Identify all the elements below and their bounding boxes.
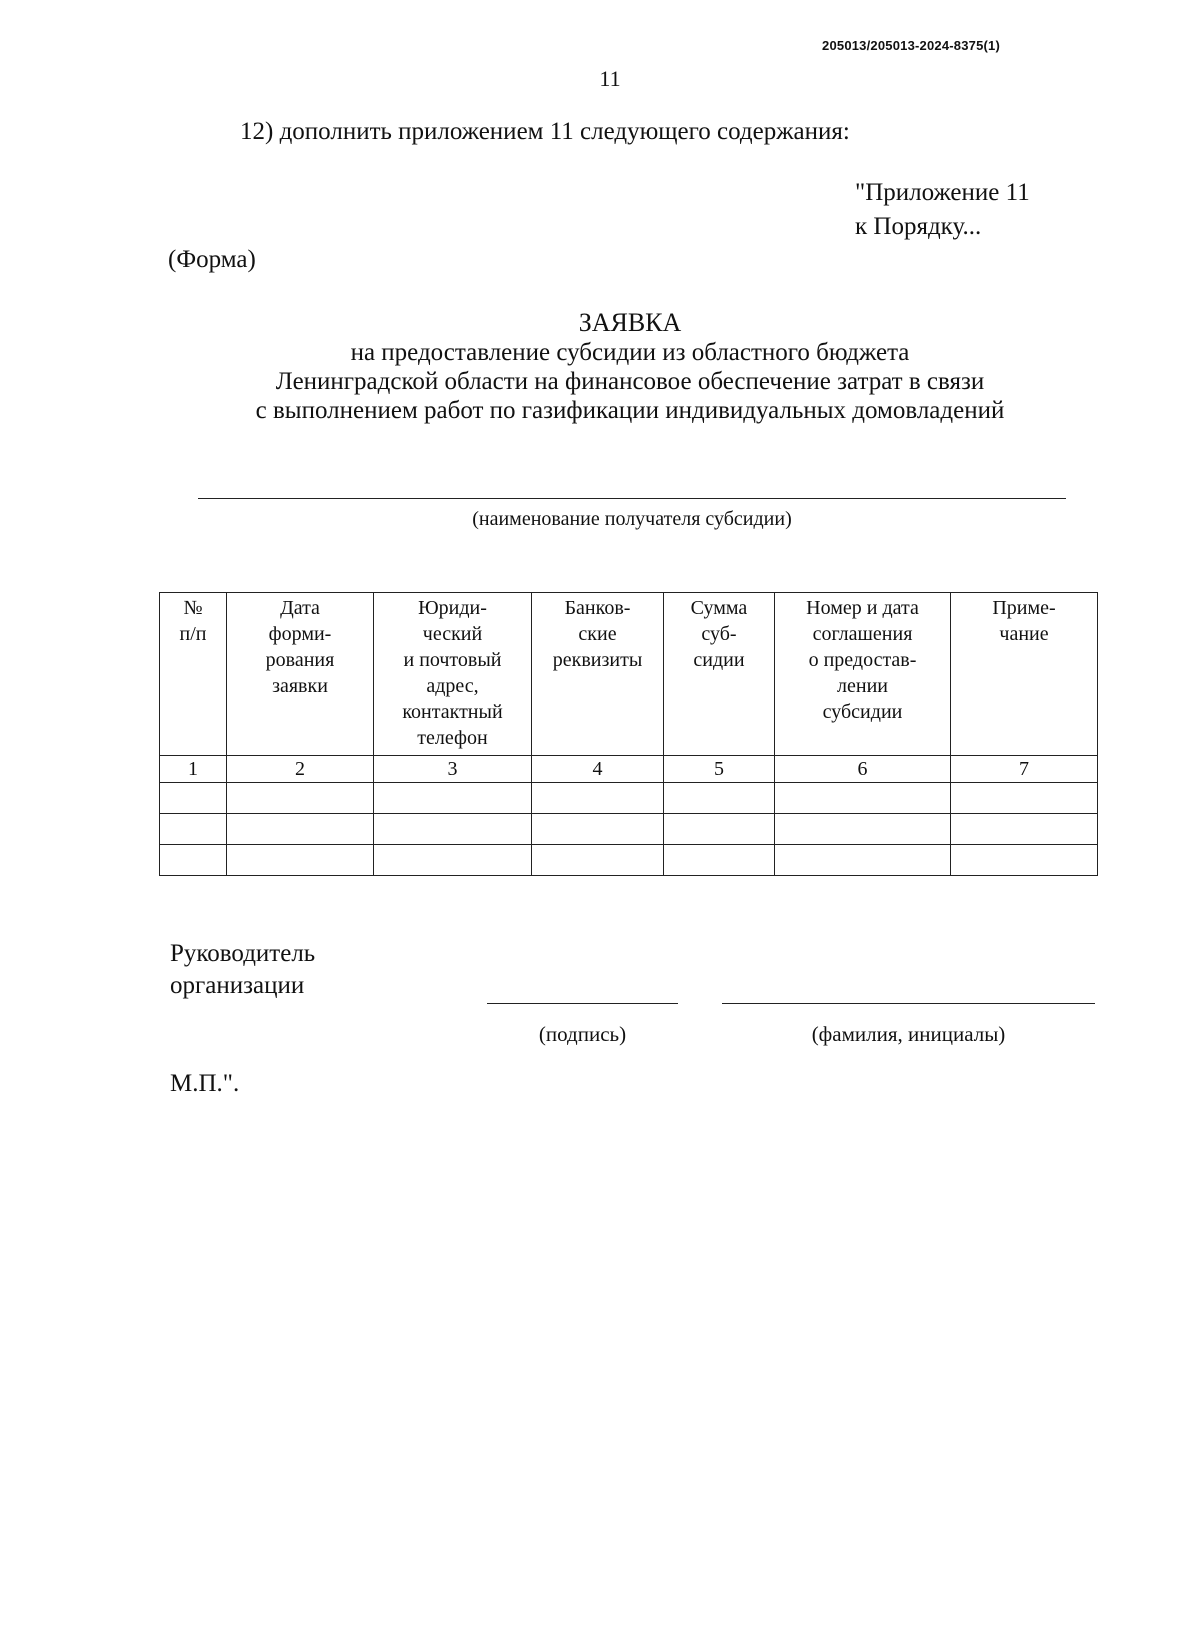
intro-paragraph: 12) дополнить приложением 11 следующего содержания: xyxy=(240,118,850,145)
table-cell xyxy=(951,845,1098,876)
name-initials-caption: (фамилия, инициалы) xyxy=(811,1022,1006,1046)
document-title xyxy=(150,308,1110,425)
title-main: ЗАЯВКА xyxy=(578,308,682,337)
table-cell xyxy=(775,814,951,845)
header-text-line: адрес, xyxy=(426,675,479,697)
head-label-line-1: Руководитель xyxy=(170,940,316,967)
header-text-line: ческий xyxy=(422,623,483,645)
table-row xyxy=(160,814,1098,845)
table-cell xyxy=(374,845,532,876)
table-header-cell xyxy=(532,593,664,756)
header-text-line: сидии xyxy=(693,649,745,671)
recipient-caption: (наименование получателя субсидии) xyxy=(472,508,792,530)
table-cell xyxy=(775,783,951,814)
header-text-line: № xyxy=(183,597,203,619)
recipient-name-line xyxy=(198,498,1066,499)
table-cell xyxy=(664,814,775,845)
name-initials-line xyxy=(722,1003,1095,1004)
table-header-cell xyxy=(951,593,1098,756)
header-text-line: Номер и дата xyxy=(806,597,919,619)
table-cell xyxy=(160,814,227,845)
table-header-cell xyxy=(160,593,227,756)
table-header-cell xyxy=(664,593,775,756)
header-text-line: и почтовый xyxy=(403,649,502,671)
header-text-line: чание xyxy=(999,623,1049,645)
header-text-line: лении xyxy=(837,675,888,697)
title-line-1: на предоставление субсидии из областного бюджета xyxy=(350,339,910,366)
document-id: 205013/205013-2024-8375(1) xyxy=(822,38,1000,53)
application-table xyxy=(159,592,1098,876)
column-number-row xyxy=(160,756,1098,783)
column-number-cell: 3 xyxy=(374,756,532,783)
title-line-2: Ленинградской области на финансовое обеспечение затрат в связи xyxy=(275,368,985,395)
table-cell xyxy=(951,783,1098,814)
table-cell xyxy=(532,814,664,845)
appendix-line-1: "Приложение 11 xyxy=(855,179,1030,206)
table-cell xyxy=(160,783,227,814)
table-cell xyxy=(664,845,775,876)
signature-caption: (подпись) xyxy=(538,1022,627,1046)
header-text-line: ские xyxy=(578,623,617,645)
header-text-line: Дата xyxy=(280,597,320,619)
table-cell xyxy=(951,814,1098,845)
header-text-line: субсидии xyxy=(822,701,903,723)
table-header-row xyxy=(160,593,1098,756)
table-header-cell xyxy=(374,593,532,756)
column-number-cell: 4 xyxy=(532,756,664,783)
table-cell xyxy=(664,783,775,814)
table-cell xyxy=(227,814,374,845)
form-label: (Форма) xyxy=(168,246,256,273)
table-cell xyxy=(775,845,951,876)
appendix-reference xyxy=(855,176,1175,244)
header-text-line: о предостав- xyxy=(808,649,917,671)
header-text-line: Юриди- xyxy=(418,597,487,619)
column-number-cell: 5 xyxy=(664,756,775,783)
header-text-line: заявки xyxy=(272,675,328,697)
table-cell xyxy=(160,845,227,876)
appendix-line-2: к Порядку... xyxy=(855,213,982,240)
header-text-line: телефон xyxy=(417,727,488,749)
header-text-line: п/п xyxy=(179,623,207,645)
title-line-3: с выполнением работ по газификации индивидуальных домовладений xyxy=(255,397,1005,424)
table-cell xyxy=(532,845,664,876)
header-text-line: контактный xyxy=(402,701,503,723)
header-text-line: Приме- xyxy=(992,597,1056,619)
table-row xyxy=(160,783,1098,814)
header-text-line: рования xyxy=(265,649,335,671)
table-cell xyxy=(374,814,532,845)
header-text-line: Сумма xyxy=(690,597,748,619)
header-text-line: форми- xyxy=(268,623,332,645)
header-text-line: суб- xyxy=(701,623,737,645)
column-number-cell: 2 xyxy=(227,756,374,783)
header-text-line: соглашения xyxy=(812,623,913,645)
table-row xyxy=(160,845,1098,876)
table-header-cell xyxy=(227,593,374,756)
header-text-line: реквизиты xyxy=(552,649,643,671)
table-header-cell xyxy=(775,593,951,756)
signature-line xyxy=(487,1003,678,1004)
head-of-organization-label xyxy=(170,938,315,1002)
table-cell xyxy=(227,783,374,814)
page-number: 11 xyxy=(599,66,621,91)
table-cell xyxy=(374,783,532,814)
column-number-cell: 7 xyxy=(951,756,1098,783)
stamp-placeholder: М.П.". xyxy=(170,1070,240,1097)
table-cell xyxy=(532,783,664,814)
head-label-line-2: организации xyxy=(170,972,305,999)
column-number-cell: 1 xyxy=(160,756,227,783)
header-text-line: Банков- xyxy=(564,597,631,619)
table-cell xyxy=(227,845,374,876)
column-number-cell: 6 xyxy=(775,756,951,783)
